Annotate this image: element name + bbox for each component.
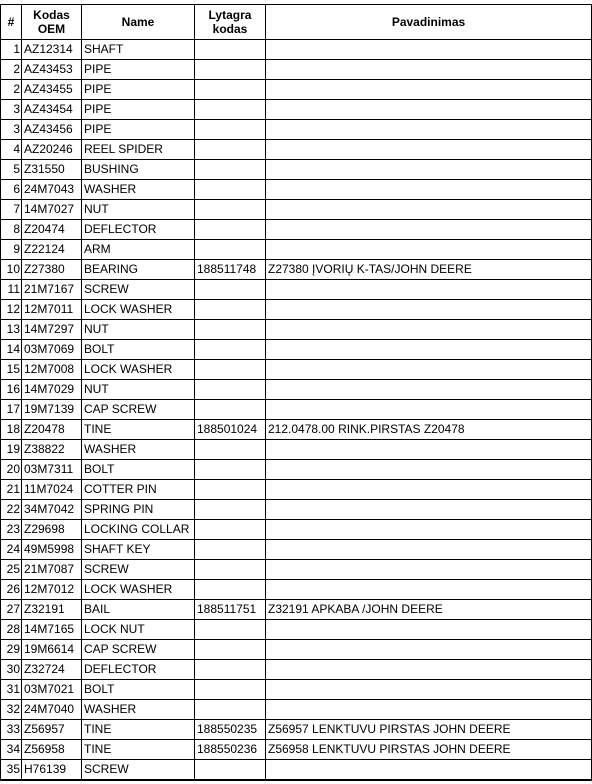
table-row — [1, 140, 592, 160]
cell-number: 11 — [1, 280, 22, 300]
cell-lytagra-code — [195, 300, 266, 320]
cell-lytagra-code — [195, 760, 266, 781]
cell-oem-code: AZ43454 — [22, 100, 82, 120]
cell-name: TINE — [82, 420, 195, 440]
cell-oem-code: 14M7165 — [22, 620, 82, 640]
cell-number: 7 — [1, 200, 22, 220]
table-row — [1, 260, 592, 280]
table-row — [1, 660, 592, 680]
cell-oem-code: 03M7021 — [22, 680, 82, 700]
cell-oem-code: Z38822 — [22, 440, 82, 460]
cell-lytagra-code — [195, 100, 266, 120]
cell-name: BEARING — [82, 260, 195, 280]
cell-pavadinimas — [266, 340, 592, 360]
cell-number: 18 — [1, 420, 22, 440]
cell-number: 13 — [1, 320, 22, 340]
cell-pavadinimas — [266, 300, 592, 320]
cell-lytagra-code — [195, 120, 266, 140]
cell-name: CAP SCREW — [82, 400, 195, 420]
cell-number: 20 — [1, 460, 22, 480]
cell-number: 15 — [1, 360, 22, 380]
cell-lytagra-code — [195, 540, 266, 560]
cell-oem-code: Z20478 — [22, 420, 82, 440]
cell-number: 31 — [1, 680, 22, 700]
header-name: Name — [82, 5, 195, 40]
parts-table — [0, 4, 592, 781]
table-row — [1, 380, 592, 400]
cell-pavadinimas — [266, 380, 592, 400]
cell-lytagra-code — [195, 560, 266, 580]
cell-lytagra-code — [195, 340, 266, 360]
cell-lytagra-code — [195, 60, 266, 80]
cell-name: LOCK WASHER — [82, 360, 195, 380]
table-row — [1, 300, 592, 320]
table-row — [1, 420, 592, 440]
table-row — [1, 360, 592, 380]
cell-name: COTTER PIN — [82, 480, 195, 500]
cell-name: PIPE — [82, 120, 195, 140]
cell-number: 3 — [1, 120, 22, 140]
cell-name: WASHER — [82, 180, 195, 200]
cell-name: SHAFT — [82, 40, 195, 60]
cell-number: 4 — [1, 140, 22, 160]
cell-lytagra-code — [195, 460, 266, 480]
cell-oem-code: 12M7011 — [22, 300, 82, 320]
table-row — [1, 80, 592, 100]
cell-name: LOCKING COLLAR — [82, 520, 195, 540]
cell-lytagra-code — [195, 700, 266, 720]
cell-oem-code: 11M7024 — [22, 480, 82, 500]
cell-lytagra-code — [195, 380, 266, 400]
cell-name: REEL SPIDER — [82, 140, 195, 160]
cell-oem-code: AZ20246 — [22, 140, 82, 160]
cell-pavadinimas — [266, 120, 592, 140]
cell-number: 1 — [1, 40, 22, 60]
cell-name: TINE — [82, 740, 195, 760]
table-row — [1, 100, 592, 120]
cell-number: 33 — [1, 720, 22, 740]
table-row — [1, 280, 592, 300]
cell-lytagra-code — [195, 280, 266, 300]
cell-name: SPRING PIN — [82, 500, 195, 520]
cell-number: 19 — [1, 440, 22, 460]
parts-table-header — [1, 5, 592, 40]
table-row — [1, 400, 592, 420]
parts-table-body — [1, 40, 592, 781]
cell-name: WASHER — [82, 440, 195, 460]
cell-number: 26 — [1, 580, 22, 600]
table-row — [1, 160, 592, 180]
cell-name: SCREW — [82, 560, 195, 580]
cell-name: BOLT — [82, 460, 195, 480]
cell-pavadinimas — [266, 40, 592, 60]
cell-pavadinimas: Z56958 LENKTUVU PIRSTAS JOHN DEERE — [266, 740, 592, 760]
table-row — [1, 200, 592, 220]
cell-oem-code: Z20474 — [22, 220, 82, 240]
cell-pavadinimas — [266, 140, 592, 160]
cell-pavadinimas — [266, 400, 592, 420]
cell-oem-code: Z22124 — [22, 240, 82, 260]
cell-lytagra-code — [195, 320, 266, 340]
cell-lytagra-code — [195, 40, 266, 60]
cell-oem-code: 12M7012 — [22, 580, 82, 600]
table-row — [1, 680, 592, 700]
cell-lytagra-code — [195, 240, 266, 260]
cell-oem-code: 19M7139 — [22, 400, 82, 420]
cell-oem-code: Z56957 — [22, 720, 82, 740]
table-row — [1, 540, 592, 560]
cell-number: 23 — [1, 520, 22, 540]
cell-lytagra-code: 188511751 — [195, 600, 266, 620]
cell-name: NUT — [82, 380, 195, 400]
cell-name: TINE — [82, 720, 195, 740]
table-row — [1, 460, 592, 480]
table-row — [1, 700, 592, 720]
cell-oem-code: Z56958 — [22, 740, 82, 760]
cell-name: SHAFT KEY — [82, 540, 195, 560]
cell-pavadinimas — [266, 520, 592, 540]
table-row — [1, 520, 592, 540]
cell-number: 10 — [1, 260, 22, 280]
cell-lytagra-code — [195, 640, 266, 660]
cell-name: DEFLECTOR — [82, 220, 195, 240]
cell-number: 5 — [1, 160, 22, 180]
table-row — [1, 500, 592, 520]
cell-pavadinimas — [266, 640, 592, 660]
cell-pavadinimas: 212.0478.00 RINK.PIRSTAS Z20478 — [266, 420, 592, 440]
cell-lytagra-code — [195, 580, 266, 600]
cell-pavadinimas — [266, 200, 592, 220]
cell-name: CAP SCREW — [82, 640, 195, 660]
cell-number: 29 — [1, 640, 22, 660]
cell-oem-code: Z31550 — [22, 160, 82, 180]
cell-pavadinimas — [266, 180, 592, 200]
cell-oem-code: AZ43455 — [22, 80, 82, 100]
cell-number: 2 — [1, 80, 22, 100]
cell-pavadinimas — [266, 540, 592, 560]
table-row — [1, 40, 592, 60]
table-row — [1, 240, 592, 260]
cell-name: PIPE — [82, 80, 195, 100]
cell-pavadinimas — [266, 280, 592, 300]
cell-oem-code: AZ43456 — [22, 120, 82, 140]
cell-lytagra-code: 188511748 — [195, 260, 266, 280]
cell-oem-code: Z32191 — [22, 600, 82, 620]
cell-pavadinimas — [266, 560, 592, 580]
cell-oem-code: 14M7027 — [22, 200, 82, 220]
table-row — [1, 60, 592, 80]
cell-lytagra-code — [195, 680, 266, 700]
cell-pavadinimas — [266, 60, 592, 80]
table-row — [1, 560, 592, 580]
cell-oem-code: 21M7167 — [22, 280, 82, 300]
cell-oem-code: 14M7029 — [22, 380, 82, 400]
table-row — [1, 440, 592, 460]
cell-oem-code: 21M7087 — [22, 560, 82, 580]
cell-pavadinimas: Z56957 LENKTUVU PIRSTAS JOHN DEERE — [266, 720, 592, 740]
header-lytagra-code: Lytagra kodas — [195, 5, 266, 40]
cell-number: 22 — [1, 500, 22, 520]
cell-oem-code: 19M6614 — [22, 640, 82, 660]
cell-pavadinimas — [266, 220, 592, 240]
cell-name: ARM — [82, 240, 195, 260]
cell-pavadinimas — [266, 100, 592, 120]
cell-lytagra-code — [195, 400, 266, 420]
cell-name: PIPE — [82, 100, 195, 120]
table-row — [1, 620, 592, 640]
cell-name: BOLT — [82, 680, 195, 700]
cell-lytagra-code — [195, 220, 266, 240]
cell-oem-code: 24M7043 — [22, 180, 82, 200]
cell-oem-code: 34M7042 — [22, 500, 82, 520]
cell-lytagra-code — [195, 140, 266, 160]
cell-pavadinimas — [266, 700, 592, 720]
cell-number: 14 — [1, 340, 22, 360]
cell-pavadinimas — [266, 660, 592, 680]
table-row — [1, 180, 592, 200]
cell-oem-code: H76139 — [22, 760, 82, 781]
cell-oem-code: AZ43453 — [22, 60, 82, 80]
table-row — [1, 480, 592, 500]
cell-pavadinimas — [266, 360, 592, 380]
cell-oem-code: 14M7297 — [22, 320, 82, 340]
cell-number: 9 — [1, 240, 22, 260]
table-row — [1, 340, 592, 360]
cell-lytagra-code — [195, 360, 266, 380]
cell-oem-code: 03M7311 — [22, 460, 82, 480]
table-row — [1, 220, 592, 240]
cell-lytagra-code — [195, 160, 266, 180]
cell-number: 16 — [1, 380, 22, 400]
table-row — [1, 740, 592, 760]
cell-pavadinimas — [266, 620, 592, 640]
cell-number: 32 — [1, 700, 22, 720]
cell-pavadinimas — [266, 440, 592, 460]
header-row — [1, 5, 592, 40]
cell-number: 27 — [1, 600, 22, 620]
cell-oem-code: Z27380 — [22, 260, 82, 280]
cell-oem-code: Z29698 — [22, 520, 82, 540]
cell-pavadinimas — [266, 240, 592, 260]
cell-number: 12 — [1, 300, 22, 320]
cell-number: 3 — [1, 100, 22, 120]
cell-oem-code: 24M7040 — [22, 700, 82, 720]
cell-lytagra-code: 188550235 — [195, 720, 266, 740]
cell-name: NUT — [82, 320, 195, 340]
table-row — [1, 320, 592, 340]
cell-pavadinimas — [266, 680, 592, 700]
cell-pavadinimas — [266, 160, 592, 180]
table-row — [1, 640, 592, 660]
cell-name: BUSHING — [82, 160, 195, 180]
cell-lytagra-code: 188550236 — [195, 740, 266, 760]
cell-pavadinimas — [266, 320, 592, 340]
cell-lytagra-code — [195, 520, 266, 540]
cell-number: 30 — [1, 660, 22, 680]
table-row — [1, 120, 592, 140]
cell-number: 28 — [1, 620, 22, 640]
cell-oem-code: 03M7069 — [22, 340, 82, 360]
cell-name: BAIL — [82, 600, 195, 620]
cell-number: 8 — [1, 220, 22, 240]
cell-name: LOCK WASHER — [82, 300, 195, 320]
cell-name: SCREW — [82, 280, 195, 300]
cell-number: 6 — [1, 180, 22, 200]
cell-pavadinimas — [266, 760, 592, 781]
table-row — [1, 580, 592, 600]
cell-name: PIPE — [82, 60, 195, 80]
cell-name: SCREW — [82, 760, 195, 781]
cell-name: NUT — [82, 200, 195, 220]
cell-lytagra-code: 188501024 — [195, 420, 266, 440]
table-row — [1, 720, 592, 740]
cell-number: 2 — [1, 60, 22, 80]
cell-oem-code: AZ12314 — [22, 40, 82, 60]
cell-pavadinimas — [266, 480, 592, 500]
header-oem-code: Kodas OEM — [22, 5, 82, 40]
cell-number: 21 — [1, 480, 22, 500]
cell-pavadinimas — [266, 80, 592, 100]
cell-name: LOCK NUT — [82, 620, 195, 640]
cell-name: LOCK WASHER — [82, 580, 195, 600]
cell-lytagra-code — [195, 440, 266, 460]
cell-number: 34 — [1, 740, 22, 760]
header-number: # — [1, 5, 22, 40]
cell-pavadinimas — [266, 580, 592, 600]
cell-oem-code: 49M5998 — [22, 540, 82, 560]
cell-pavadinimas — [266, 500, 592, 520]
cell-lytagra-code — [195, 180, 266, 200]
cell-name: BOLT — [82, 340, 195, 360]
cell-lytagra-code — [195, 200, 266, 220]
cell-number: 25 — [1, 560, 22, 580]
header-pavadinimas: Pavadinimas — [266, 5, 592, 40]
cell-oem-code: 12M7008 — [22, 360, 82, 380]
cell-pavadinimas: Z32191 APKABA /JOHN DEERE — [266, 600, 592, 620]
cell-number: 24 — [1, 540, 22, 560]
cell-number: 35 — [1, 760, 22, 781]
cell-name: DEFLECTOR — [82, 660, 195, 680]
table-row — [1, 600, 592, 620]
cell-pavadinimas: Z27380 ĮVORIŲ K-TAS/JOHN DEERE — [266, 260, 592, 280]
cell-lytagra-code — [195, 80, 266, 100]
cell-lytagra-code — [195, 620, 266, 640]
cell-name: WASHER — [82, 700, 195, 720]
cell-oem-code: Z32724 — [22, 660, 82, 680]
cell-lytagra-code — [195, 660, 266, 680]
cell-pavadinimas — [266, 460, 592, 480]
cell-lytagra-code — [195, 500, 266, 520]
table-row — [1, 760, 592, 781]
cell-lytagra-code — [195, 480, 266, 500]
cell-number: 17 — [1, 400, 22, 420]
